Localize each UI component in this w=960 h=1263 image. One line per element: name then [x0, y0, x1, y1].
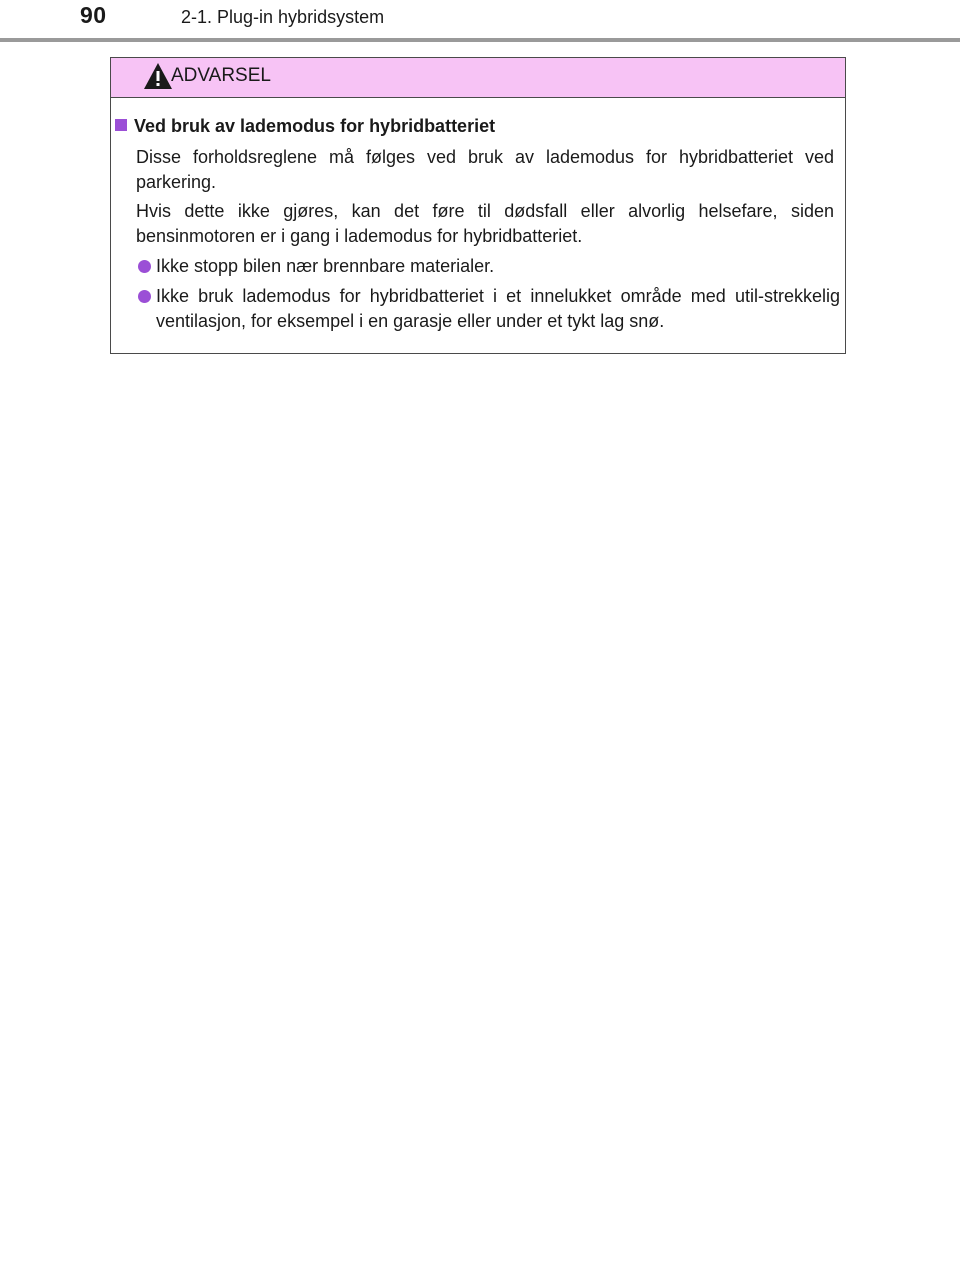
- warning-paragraph: Hvis dette ikke gjøres, kan det føre til dødsfall eller alvorlig helsefare, siden bensinmotoren er i gang i lademodus for hybridbatteriet.: [136, 201, 834, 246]
- section-title: 2-1. Plug-in hybridsystem: [181, 7, 385, 27]
- warning-label: ADVARSEL: [171, 65, 271, 86]
- warning-header: [111, 58, 845, 98]
- header-divider: [0, 38, 960, 42]
- bullet-text: Ikke stopp bilen nær brennbare materialer.: [156, 256, 495, 276]
- page-number: 90: [80, 2, 107, 28]
- warning-bullet-item: [156, 284, 840, 334]
- round-bullet-icon: [138, 260, 151, 273]
- warning-box: [110, 57, 846, 354]
- warning-bullet-item: [156, 254, 840, 279]
- square-bullet-icon: [115, 119, 127, 131]
- warning-paragraph: Disse forholdsreglene må følges ved bruk av lademodus for hybridbatteriet ved parkering.: [136, 147, 834, 192]
- warning-triangle-icon: [143, 62, 173, 90]
- round-bullet-icon: [138, 290, 151, 303]
- warning-item-heading: [115, 116, 495, 137]
- bullet-text: Ikke bruk lademodus for hybridbatteriet i et innelukket område med util-strekkelig ventilasjon, for eksempel i en garasje eller under et tykt lag snø.: [156, 286, 840, 331]
- warning-heading-text: Ved bruk av lademodus for hybridbatteriet: [134, 116, 496, 136]
- page-header: [0, 0, 960, 42]
